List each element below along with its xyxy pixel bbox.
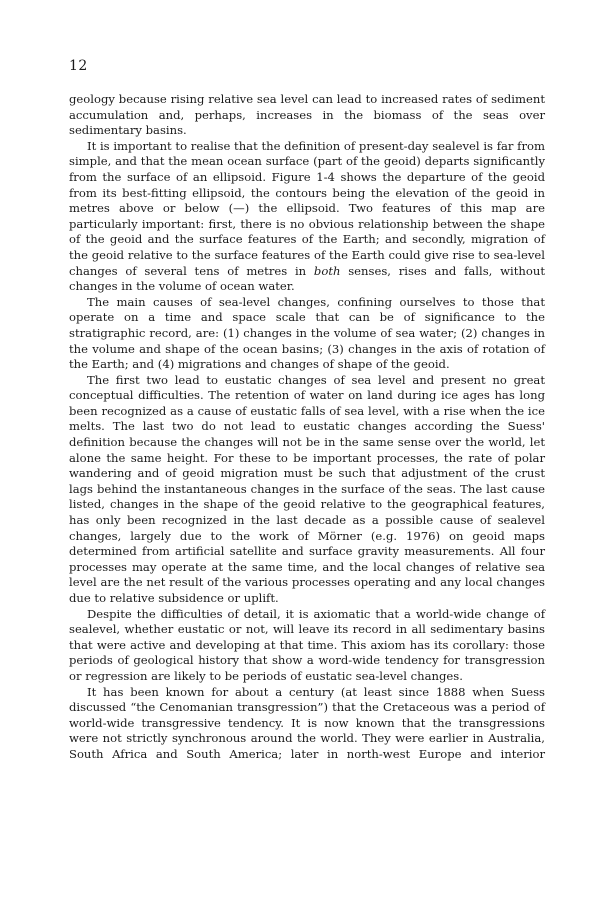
paragraph: It is important to realise that the definition of present-day sealevel is far from simple, and that the mean ocean surface (part of the geoid) departs significantly from the surface of an ellipsoid. Figure 1-4 shows the departure of the geoid from its best-fitting ellipsoid, the contours being the elevation of the geoid in metres above or below (—) the ellipsoid. Two features of this map are particularly important: first, there is no obvious relationship between the shape of the geoid and the surface features of the Earth; and secondly, migration of the geoid relative to the surface features of the Earth could give rise to sea-level changes of several tens of metres in both senses, rises and falls, without changes in the volume of ocean water.	[69, 138, 545, 294]
body-text	[69, 92, 545, 763]
paragraph: The first two lead to eustatic changes of sea level and present no great conceptual difficulties. The retention of water on land during ice ages has long been recognized as a cause of eustatic falls of sea level, with a rise when the ice melts. The last two do not lead to eustatic changes according the Suess' definition because the changes will not be in the same sense over the world, let alone the same height. For these to be important processes, the rate of polar wandering and of geoid migration must be such that adjustment of the crust lags behind the instantaneous changes in the surface of the seas. The last cause listed, changes in the shape of the geoid relative to the geographical features, has only been recognized in the last decade as a possible cause of sealevel changes, largely due to the work of Mörner (e.g. 1976) on geoid maps determined from artificial satellite and surface gravity measurements. All four processes may operate at the same time, and the local changes of relative sea level are the net result of the various processes operating and any local changes due to relative subsidence or uplift.	[69, 372, 545, 605]
emphasis: both	[313, 263, 341, 278]
paragraph: It has been known for about a century (at least since 1888 when Suess discussed “the Cenomanian transgression”) that the Cretaceous was a period of world-wide transgressive tendency. It is now known that the transgressions were not strictly synchronous around the world. They were earlier in Australia, South Africa and South America; later in north-west Europe and interior	[69, 684, 545, 761]
paragraph: geology because rising relative sea level can lead to increased rates of sediment accumulation and, perhaps, increases in the biomass of the seas over sedimentary basins.	[69, 92, 545, 138]
paragraph: The main causes of sea-level changes, confining ourselves to those that operate on a time and space scale that can be of significance to the stratigraphic record, are: (1) changes in the volume of sea water; (2) changes in the volume and shape of the ocean basins; (3) changes in the axis of rotation of the Earth; and (4) migrations and changes of shape of the geoid.	[69, 294, 545, 372]
paragraph: Despite the difficulties of detail, it is axiomatic that a world-wide change of sealevel, whether eustatic or not, will leave its record in all sedimentary basins that were active and developing at that time. This axiom has its corollary: those periods of geological history that show a word-wide tendency for transgression or regression are likely to be periods of eustatic sea-level changes.	[69, 606, 545, 683]
page-number: 12	[69, 58, 88, 74]
